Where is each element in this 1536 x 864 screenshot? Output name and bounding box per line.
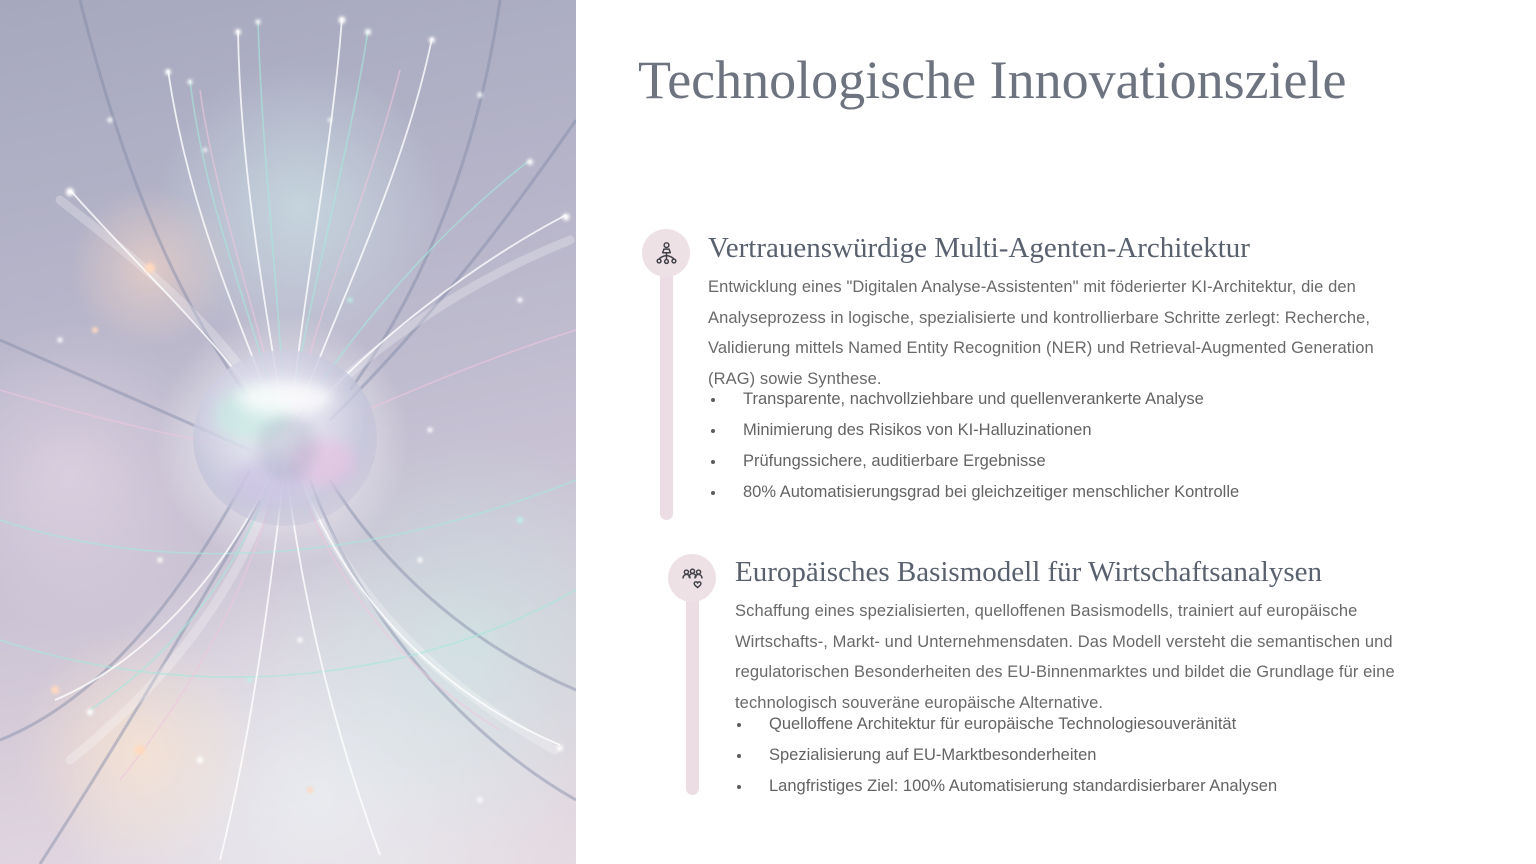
hero-image — [0, 0, 576, 864]
bullet-text: Minimierung des Risikos von KI-Halluzinationen — [743, 421, 1092, 439]
body-line: Validierung mittels Named Entity Recognition (NER) und Retrieval-Augmented Generation — [708, 339, 1374, 357]
list-item — [711, 384, 1239, 415]
timeline-bar-2 — [686, 578, 699, 795]
body-line: technologisch souveräne europäische Alternative. — [735, 693, 1104, 712]
timeline-bar-1 — [660, 253, 673, 520]
list-item — [737, 740, 1277, 771]
bullet-dot — [711, 398, 715, 402]
list-item — [711, 477, 1239, 508]
body-line: Wirtschafts-, Markt- und Unternehmensdaten. Das Modell versteht die semantischen und — [735, 632, 1393, 651]
section-2-body — [735, 596, 1495, 718]
bullet-dot — [711, 491, 715, 495]
bullet-dot — [737, 754, 741, 758]
body-line: Schaffung eines spezialisierten, quelloffenen Basismodells, trainiert auf europäische — [735, 602, 1358, 620]
bullet-dot — [711, 429, 715, 433]
neural-fibers-illustration — [0, 0, 576, 864]
body-line: Entwicklung eines "Digitalen Analyse-Assistenten" mit föderierter KI-Architektur, die den — [708, 278, 1356, 296]
body-line: (RAG) sowie Synthese. — [708, 369, 882, 388]
bullet-dot — [737, 723, 741, 727]
people-heart-icon — [679, 565, 706, 592]
list-item — [711, 446, 1239, 477]
section-1-heading: Vertrauenswürdige Multi-Agenten-Architektur — [708, 232, 1250, 264]
bullet-text: 80% Automatisierungsgrad bei gleichzeitiger menschlicher Kontrolle — [743, 483, 1240, 501]
list-item — [737, 771, 1277, 802]
bullet-dot — [711, 460, 715, 464]
bullet-text: Transparente, nachvollziehbare und quellenverankerte Analyse — [743, 390, 1204, 408]
bullet-text: Prüfungssichere, auditierbare Ergebnisse — [743, 452, 1046, 470]
list-item — [711, 415, 1239, 446]
section-1-body — [708, 272, 1468, 394]
bullet-text: Quelloffene Architektur für europäische Technologiesouveränität — [769, 715, 1237, 733]
list-item — [737, 709, 1277, 740]
bullet-text: Langfristiges Ziel: 100% Automatisierung standardisierbarer Analysen — [769, 777, 1278, 795]
timeline-circle-1 — [642, 229, 690, 277]
section-1-bullets — [711, 384, 1239, 508]
timeline-circle-2 — [668, 554, 716, 602]
body-line: Analyseprozess in logische, spezialisierte und kontrollierbare Schritte zerlegt: Recherche, — [708, 308, 1371, 327]
page-title: Technologische Innovationsziele — [638, 50, 1347, 110]
org-chart-icon — [653, 240, 680, 267]
bullet-text: Spezialisierung auf EU-Marktbesonderheiten — [769, 746, 1097, 764]
bullet-dot — [737, 785, 741, 789]
body-line: regulatorischen Besonderheiten des EU-Binnenmarktes und bildet die Grundlage für eine — [735, 663, 1395, 681]
section-2-bullets — [737, 709, 1277, 802]
section-2-heading: Europäisches Basismodell für Wirtschaftsanalysen — [735, 556, 1323, 588]
